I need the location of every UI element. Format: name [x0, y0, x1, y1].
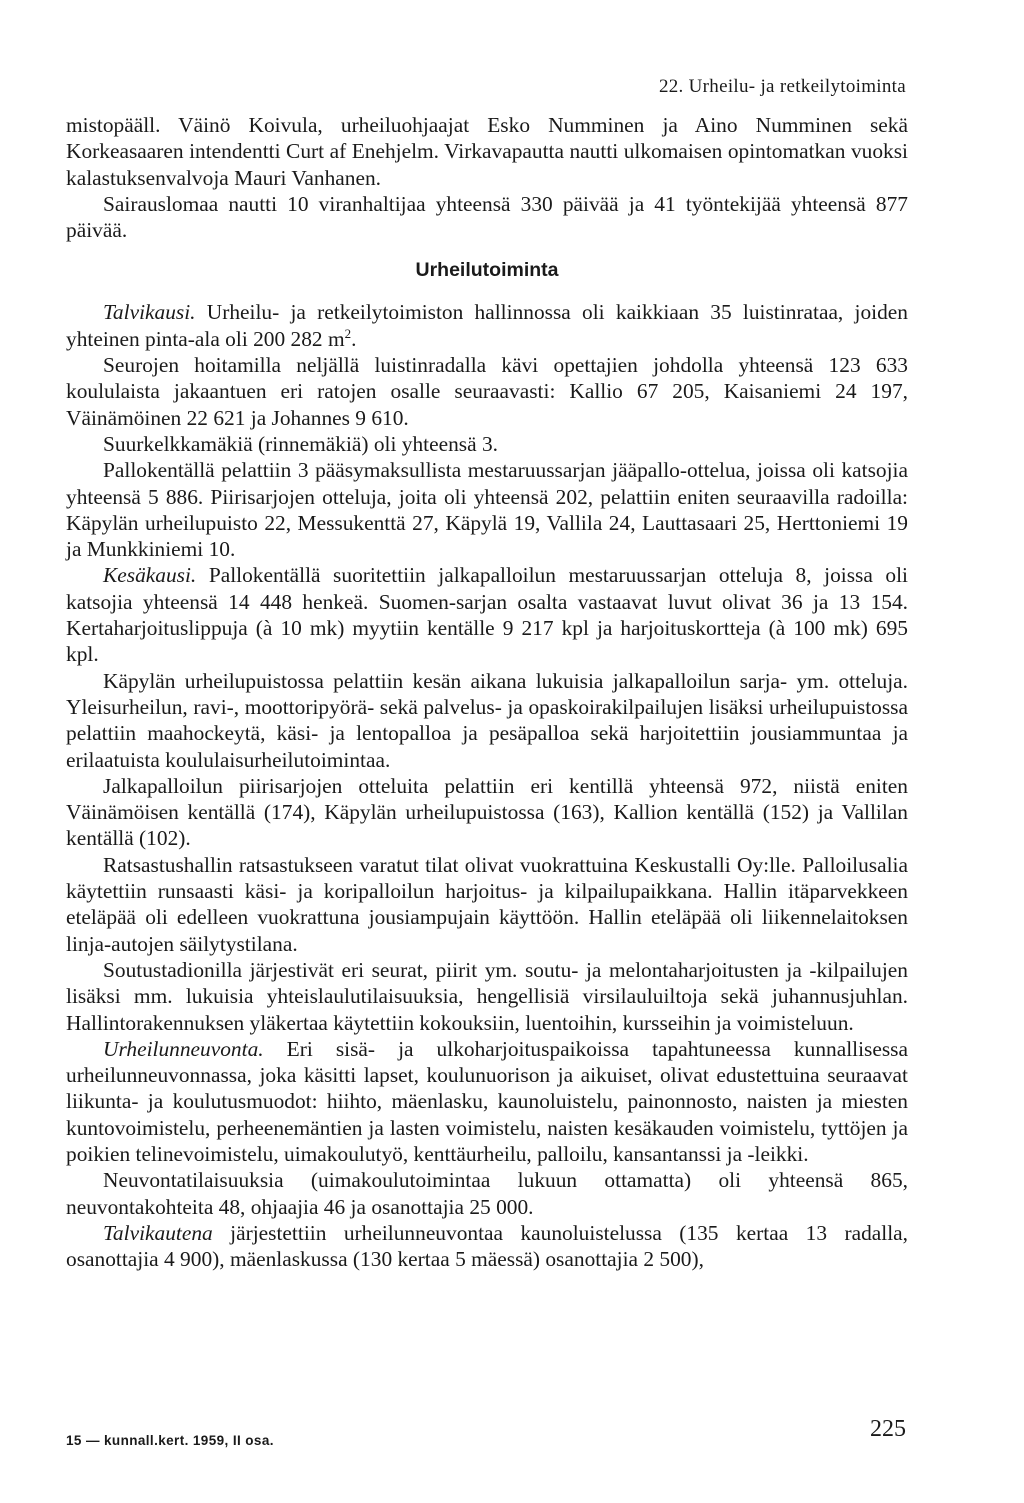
- paragraph-lead-italic: Talvikautena: [103, 1220, 213, 1245]
- paragraph-text: Eri sisä- ja ulkoharjoituspaikoissa tapahtuneessa kunnallisessa urheilunneuvonnassa, joka käsitti lapset, koulunuorison ja aikuiset, olivat edustettuina seuraavat liikunta- ja koulutusmuodot: hiihto, mäenlasku, kaunoluistelu, painonnosto, naisten ja miesten kuntovoimistelu, perheenemäntien ja lasten voimistelu, naisten kesäkauden voimistelu, tyttöjen ja poikien telinevoimistelu, uimakoulutyö, kenttäurheilu, palloilu, kansantanssi ja -leikki.: [66, 1036, 908, 1166]
- paragraph-lead-italic: Talvikausi.: [103, 300, 196, 325]
- paragraph-guidance-events: Neuvontatilaisuuksia (uimakoulutoimintaa lukuun ottamatta) oli yhteensä 865, neuvontakohteita 48, ohjaajia 46 ja osanottajia 25 000.: [66, 1168, 908, 1219]
- paragraph-football-district: Jalkapalloilun piirisarjojen otteluita pelattiin eri kentillä yhteensä 972, niistä eniten Väinämöisen kentällä (174), Käpylän urheilupuistossa (163), Kallion kentällä (152) ja Vallilan kentällä (102).: [66, 773, 908, 851]
- paragraph-bandy: Pallokentällä pelattiin 3 pääsymaksullista mestaruussarjan jääpallo-ottelua, joissa oli katsojia yhteensä 5 886. Piirisarjojen otteluja, joita oli yhteensä 202, pelattiin eniten seuraavilla radoilla: Käpylän urheilupuisto 22, Messukenttä 27, Käpylä 19, Vallila 24, Lauttasaari 25, Herttoniemi 19 ja Munkkiniemi 10.: [66, 458, 908, 562]
- paragraph-kapyla-park: Käpylän urheilupuistossa pelattiin kesän aikana lukuisia jalkapalloilun sarja- ym. otteluja. Yleisurheilun, ravi-, moottoripyörä- sekä palvelus- ja opaskoirakilpailujen lisäksi urheilupuistossa pelattiin maahockeytä, käsi- ja lentopalloa ja pesäpalloa sekä harjoitettiin jousiammuntaa ja erilaatuista koululaisurheilutoimintaa.: [66, 668, 908, 772]
- document-page: [66, 0, 908, 1503]
- paragraph-riding-hall: Ratsastushallin ratsastukseen varatut tilat olivat vuokrattuina Keskustalli Oy:lle. Palloilusalia käytettiin runsaasti käsi- ja koripalloilun harjoitus- ja kilpailupaikkana. Hallin itäparvekkeen eteläpää oli edelleen vuokrattuna jousiampujain käyttöön. Hallin eteläpää oli liikennelaitoksen linja-autojen säilytystilana.: [66, 852, 908, 956]
- paragraph-rowing-stadium: Soutustadionilla järjestivät eri seurat, piirit ym. soutu- ja melontaharjoitusten ja -kilpailujen lisäksi mm. lukuisia yhteislaulutilaisuuksia, hengellisiä virsilauluiltoja sekä juhannusjuhlan. Hallintorakennuksen yläkertaa käytettiin kokouksiin, luentoihin, kursseihin ja voimisteluun.: [66, 957, 908, 1035]
- paragraph-sled-hills: Suurkelkkamäkiä (rinnemäkiä) oli yhteensä 3.: [103, 431, 499, 456]
- paragraph-text: järjestettiin urheilunneuvontaa kaunoluistelussa (135 kertaa 13 radalla, osanottajia 4 900), mäenlaskussa (130 kertaa 5 mäessä) osanottajia 2 500),: [66, 1220, 908, 1272]
- paragraph-lead-italic: Urheilunneuvonta.: [103, 1036, 264, 1061]
- footer-signature: 15 — kunnall.kert. 1959, II osa.: [66, 1433, 274, 1448]
- paragraph-winter-guidance: [66, 1220, 908, 1273]
- paragraph-lead-italic: Kesäkausi.: [103, 563, 197, 588]
- paragraph-text: Pallokentällä suoritettiin jalkapalloilun mestaruussarjan otteluja 8, joissa oli katsojia yhteensä 14 448 henkeä. Suomen-sarjan osalta vastaavat luvut olivat 36 ja 13 154. Kertaharjoituslippuja (à 10 mk) myytiin kentälle 9 217 kpl ja harjoituskortteja (à 100 mk) 695 kpl.: [66, 563, 908, 667]
- paragraph-summer-season: [66, 562, 908, 667]
- paragraph-sports-guidance: [66, 1036, 908, 1167]
- paragraph-continuation: mistopääll. Väinö Koivula, urheiluohjaajat Esko Numminen ja Aino Numminen sekä Korkeasaaren intendentti Curt af Enehjelm. Virkavapautta nautti ulkomaisen opintomatkan vuoksi kalastuksenvalvoja Mauri Vanhanen.: [66, 113, 908, 190]
- superscript: 2: [344, 325, 352, 341]
- body-text: [66, 112, 908, 1272]
- page-number: 225: [870, 1416, 906, 1442]
- paragraph-text: Urheilu- ja retkeilytoimiston hallinnossa oli kaikkiaan 35 luistinrataa, joiden yhteinen pinta-ala oli 200 282 m: [66, 300, 908, 351]
- section-heading: Urheilutoiminta: [415, 259, 559, 282]
- paragraph-skating-rinks: Seurojen hoitamilla neljällä luistinradalla kävi opettajien johdolla yhteensä 123 633 koululaista jakaantuen eri ratojen osalle seuraavasti: Kallio 67 205, Kaisaniemi 24 197, Väinämöinen 22 621 ja Johannes 9 610.: [66, 353, 908, 430]
- paragraph-winter-season: [66, 299, 908, 352]
- paragraph-tail: .: [351, 326, 357, 351]
- running-head: 22. Urheilu- ja retkeilytoiminta: [658, 76, 906, 97]
- paragraph-sick-leave: Sairauslomaa nautti 10 viranhaltijaa yhteensä 330 päivää ja 41 työntekijää yhteensä 877 päivää.: [66, 191, 908, 243]
